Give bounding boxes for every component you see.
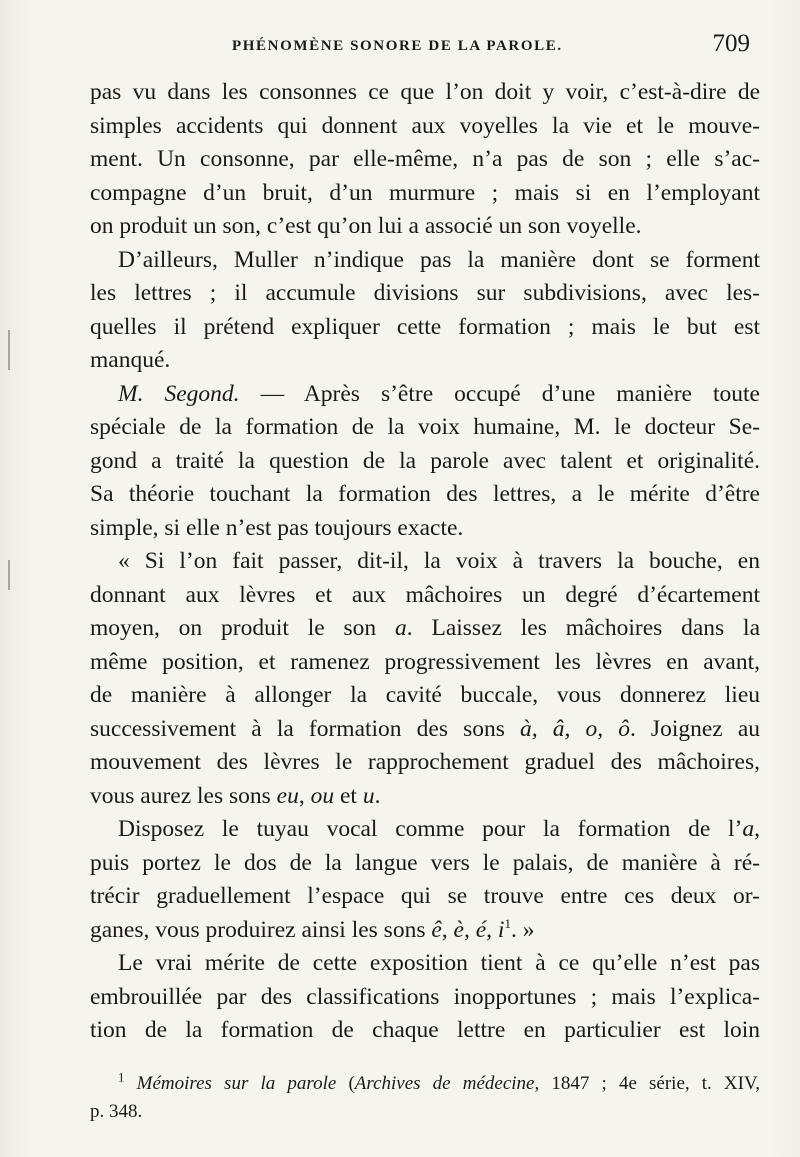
footnote-title: Mémoires sur la parole [136,1073,337,1094]
running-head: PHÉNOMÈNE SONORE DE LA PAROLE. [232,38,563,54]
italic-letter: a [742,816,755,842]
page-header [92,30,760,66]
text-run: , [754,816,760,842]
text-line: Sa théorie touchant la formation des lettres, a le mérite d’être [90,481,760,507]
text-line: embrouillée par des classifications inopportunes ; mais l’explica- [90,983,760,1010]
text-line: puis portez le dos de la langue vers le palais, de manière à ré- [90,849,760,876]
text-run: . [374,782,381,809]
text-line: compagne d’un bruit, d’un murmure ; mais si en l’employant [90,179,760,206]
text-line: spéciale de la formation de la voix humaine, M. le docteur Se- [90,414,760,440]
paragraph [90,76,760,244]
paragraph [90,244,760,378]
text-line: mouvement des lèvres le rapprochement graduel des mâchoires, [90,749,760,775]
text-line: gond a traité la question de la parole avec talent et originalité. [90,447,760,474]
italic-letters: eu [276,782,299,809]
margin-mark [8,560,10,590]
text-run: successivement à la formation des sons [90,715,520,742]
text-line [90,914,760,948]
footnote-source: Archives de médecine, [354,1073,540,1094]
text-line [90,378,760,412]
paragraph [90,947,760,1048]
text-line: de manière à allonger la cavité buccale, vous donnerez lieu [90,682,760,708]
text-line: Le vrai mérite de cette exposition tient à ce qu’elle n’est pas [118,950,760,976]
text-run: moyen, on produit le son [90,615,396,641]
text-run: ganes, vous produirez ainsi les sons [90,916,432,943]
text-run: vous aurez les sons [90,782,277,809]
text-line: quelles il prétend expliquer cette formation ; mais le but est [90,313,760,340]
text-line: D’ailleurs, Muller n’indique pas la manière dont se forment [118,246,760,273]
text-line: tion de la formation de chaque lettre en particulier est loin [90,1017,760,1043]
body-text [90,76,760,1048]
text-line: manqué. [90,347,171,373]
italic-letters: ê, è, é, i [431,916,505,943]
text-line [90,813,760,847]
text-line: trécir graduellement l’espace qui se trouve entre ces deux or- [90,883,760,909]
text-line [90,713,760,747]
text-line: ment. Un consonne, par elle-même, n’a pas de son ; elle s’ac- [90,146,760,172]
text-line: simples accidents qui donnent aux voyelles la vie et le mouve- [90,112,760,139]
text-line: les lettres ; il accumule divisions sur subdivisions, avec les- [90,280,760,306]
footnote [90,1070,760,1126]
section-lead: M. Segond. [118,380,240,407]
italic-letter: a [395,615,407,641]
italic-letters: à, â, o, ô [520,715,630,742]
text-line: « Si l’on fait passer, dit-il, la voix à travers la bouche, en [118,548,760,574]
text-line: on produit un son, c’est qu’on lui a associé un son voyelle. [90,213,642,239]
text-run: . Laissez les mâchoires dans la [406,615,760,641]
page-number: 709 [712,30,750,57]
paragraph [90,813,760,947]
text-run: . » [510,916,535,943]
text-run: Disposez le tuyau vocal comme pour la formation de l’ [118,816,743,842]
text-line: vous aurez les sons eu, ou et u. [90,782,381,809]
italic-letter: u [362,782,375,809]
footnote-ref[interactable]: 1 [504,915,511,931]
paragraph [90,545,760,813]
footnote-line: p. 348. [90,1101,143,1122]
footnote-line: $^1$ Mémoires sur la parole (Archives de médecine, 1847 ; 4e série, t. XIV, [118,1069,761,1094]
text-line [90,612,760,646]
footnote-details: 1847 ; 4e série, t. XIV, [539,1073,761,1094]
text-line: même position, et ramenez progressivement les lèvres en avant, [90,648,760,675]
italic-letters: ou [310,782,335,809]
footnote-marker: 1 [118,1069,125,1085]
paragraph [90,378,760,546]
text-line: pas vu dans les consonnes ce que l’on doit y voir, c’est-à-dire de [90,79,760,105]
text-line: simple, si elle n’est pas toujours exacte. [90,514,464,541]
text-line: donnant aux lèvres et aux mâchoires un degré d’écartement [90,581,760,608]
text-run: et [334,782,363,809]
margin-mark [8,330,10,370]
text-run: . Joignez au [629,715,761,742]
text-run: — Après s’être occupé d’une manière toute [239,380,760,407]
